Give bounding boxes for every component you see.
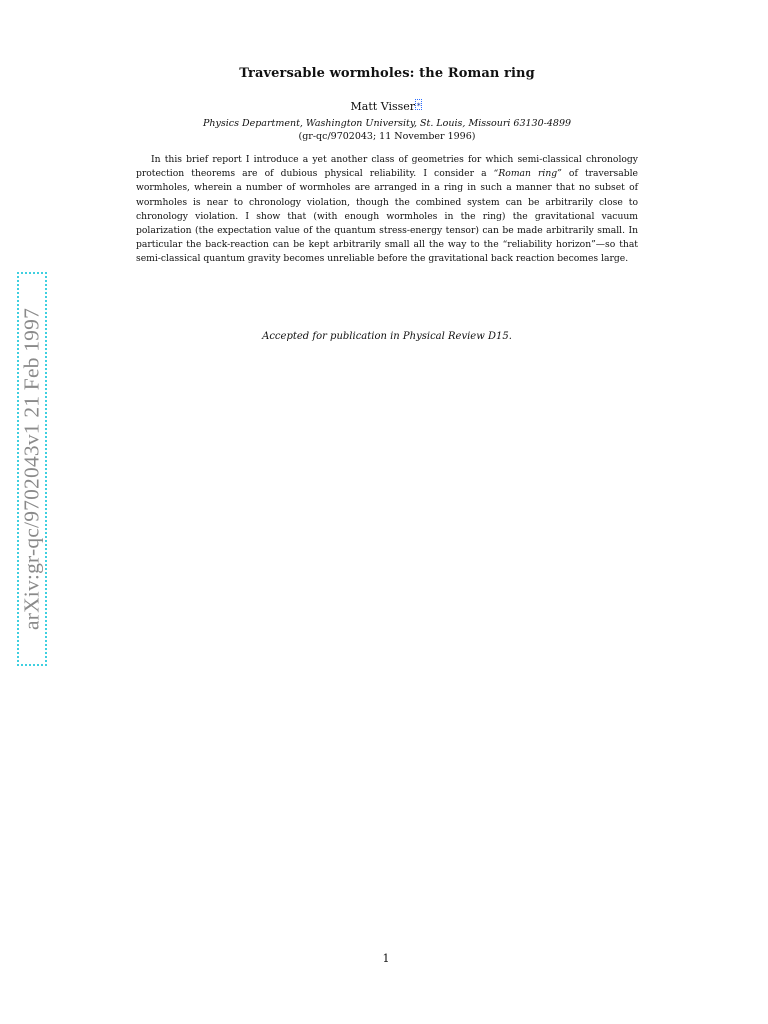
page-number: 1 <box>382 952 390 965</box>
arxiv-stamp[interactable] <box>17 272 47 666</box>
acceptance-note: Accepted for publication in Physical Review D15. <box>262 331 512 342</box>
footnote-link-icon[interactable]: ∗ <box>416 100 422 109</box>
paper-title: Traversable wormholes: the Roman ring <box>239 66 535 81</box>
author-line <box>0 100 768 113</box>
author-name: Matt Visser <box>350 100 416 113</box>
abstract <box>136 153 638 267</box>
abstract-text-part2: of traversable wormholes, wherein a number of wormholes are arranged in a ring in such a manner that no subset of wormholes is near to chronology violation, though the combined system can be arbitrarily close to chronology violation. I show that (with enough wormholes in the ring) the gravitational vacuum polarization (the expectation value of the quantum stress-energy tensor) can be made arbitrarily small. In particular the back-reaction can be kept arbitrarily small all the way to the “reliability horizon”—so that semi-classical quantum gravity becomes unreliable before the gravitational back reaction becomes large. <box>136 168 638 265</box>
author-affiliation: Physics Department, Washington University, St. Louis, Missouri 63130-4899 <box>202 118 572 129</box>
arxiv-stamp-text: arXiv:gr-qc/9702043v1 21 Feb 1997 <box>19 307 44 631</box>
abstract-text-part1: In this brief report I introduce a yet another class of geometries for which semi-classical chronology protection theorems are of dubious physical reliability. I consider a <box>136 154 638 180</box>
abstract-emphasis: “Roman ring” <box>493 168 562 180</box>
preprint-reference-date: (gr-qc/9702043; 11 November 1996) <box>298 131 476 142</box>
